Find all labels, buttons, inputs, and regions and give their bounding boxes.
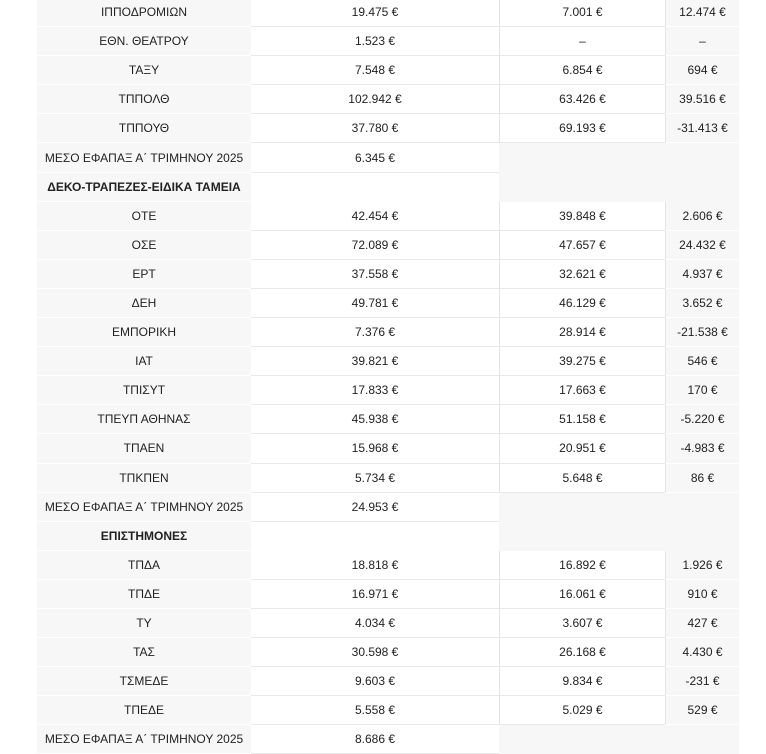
difference-cell: 3.652 € [665, 289, 739, 318]
value-cell-1: 102.942 € [251, 85, 499, 114]
fund-name-cell: ΤΣΜΕΔΕ [37, 667, 251, 696]
difference-cell: -231 € [665, 667, 739, 696]
difference-cell: 39.516 € [665, 85, 739, 114]
fund-name-cell: ΤΠΔΕ [37, 580, 251, 609]
value-cell-2: 17.663 € [499, 376, 665, 405]
fund-name-cell: ΤΑΣ [37, 638, 251, 667]
value-cell-1: 17.833 € [251, 376, 499, 405]
table-row [37, 667, 739, 696]
value-cell-2: 5.648 € [499, 464, 665, 493]
value-cell-1: 7.376 € [251, 318, 499, 347]
value-cell-1: 72.089 € [251, 231, 499, 260]
value-cell-2 [499, 493, 665, 522]
table-row [37, 56, 739, 85]
fund-name-cell: ΤΠΕΔΕ [37, 696, 251, 725]
value-cell-2: 28.914 € [499, 318, 665, 347]
value-cell-2: 26.168 € [499, 638, 665, 667]
difference-cell: 427 € [665, 609, 739, 638]
value-cell-1: 30.598 € [251, 638, 499, 667]
difference-cell: 910 € [665, 580, 739, 609]
table-row [37, 114, 739, 143]
value-cell-2: 5.029 € [499, 696, 665, 725]
fund-name-cell: ΟΤΕ [37, 202, 251, 231]
value-cell-1: 24.953 € [251, 493, 499, 522]
value-cell-2: 39.275 € [499, 347, 665, 376]
value-cell-1: 45.938 € [251, 405, 499, 434]
value-cell-2: – [499, 27, 665, 56]
section-title: ΕΠΙΣΤΗΜΟΝΕΣ [37, 522, 251, 551]
fund-name-cell: ΕΜΠΟΡΙΚΗ [37, 318, 251, 347]
value-cell-1 [251, 522, 499, 551]
difference-cell: -5.220 € [665, 405, 739, 434]
value-cell-1: 7.548 € [251, 56, 499, 85]
value-cell-1: 15.968 € [251, 434, 499, 463]
table-row [37, 231, 739, 260]
table-row [37, 318, 739, 347]
fund-name-cell: ΤΠΠΟΛΘ [37, 85, 251, 114]
fund-name-cell: ΤΠΕΥΠ ΑΘΗΝΑΣ [37, 405, 251, 434]
value-cell-1: 8.686 € [251, 725, 499, 754]
fund-name-cell: ΕΘΝ. ΘΕΑΤΡΟΥ [37, 27, 251, 56]
difference-cell: 4.430 € [665, 638, 739, 667]
value-cell-1: 19.475 € [251, 0, 499, 27]
fund-name-cell: ΕΡΤ [37, 260, 251, 289]
table-row [37, 434, 739, 463]
difference-cell [665, 493, 739, 522]
value-cell-2: 69.193 € [499, 114, 665, 143]
table-row [37, 202, 739, 231]
table-row [37, 347, 739, 376]
fund-name-cell: ΤΠΔΑ [37, 551, 251, 580]
table-row [37, 85, 739, 114]
fund-name-cell: ΔΕΗ [37, 289, 251, 318]
average-row [37, 493, 739, 522]
difference-cell: 529 € [665, 696, 739, 725]
value-cell-1: 39.821 € [251, 347, 499, 376]
difference-cell: -21.538 € [665, 318, 739, 347]
value-cell-1 [251, 173, 499, 202]
difference-cell: 546 € [665, 347, 739, 376]
value-cell-2: 20.951 € [499, 434, 665, 463]
value-cell-2: 16.061 € [499, 580, 665, 609]
value-cell-1: 49.781 € [251, 289, 499, 318]
difference-cell: – [665, 27, 739, 56]
value-cell-1: 1.523 € [251, 27, 499, 56]
table-row [37, 289, 739, 318]
value-cell-2: 3.607 € [499, 609, 665, 638]
difference-cell [665, 522, 739, 551]
value-cell-2: 6.854 € [499, 56, 665, 85]
value-cell-2: 32.621 € [499, 260, 665, 289]
fund-name-cell: ΙΠΠΟΔΡΟΜΙΩΝ [37, 0, 251, 27]
difference-cell: -31.413 € [665, 114, 739, 143]
fund-name-cell: ΤΠΑΕΝ [37, 434, 251, 463]
difference-cell: 170 € [665, 376, 739, 405]
table-row [37, 696, 739, 725]
table-row [37, 638, 739, 667]
fund-name-cell: ΤΥ [37, 609, 251, 638]
value-cell-1: 16.971 € [251, 580, 499, 609]
value-cell-2: 39.848 € [499, 202, 665, 231]
value-cell-1: 18.818 € [251, 551, 499, 580]
difference-cell: 1.926 € [665, 551, 739, 580]
difference-cell: 4.937 € [665, 260, 739, 289]
value-cell-2: 51.158 € [499, 405, 665, 434]
fund-name-cell: ΤΠΙΣΥΤ [37, 376, 251, 405]
difference-cell: 2.606 € [665, 202, 739, 231]
value-cell-2 [499, 522, 665, 551]
difference-cell: 24.432 € [665, 231, 739, 260]
value-cell-2: 63.426 € [499, 85, 665, 114]
difference-cell [665, 173, 739, 202]
value-cell-2: 46.129 € [499, 289, 665, 318]
value-cell-1: 37.558 € [251, 260, 499, 289]
value-cell-1: 5.734 € [251, 464, 499, 493]
fund-name-cell: ΙΑΤ [37, 347, 251, 376]
table-row [37, 405, 739, 434]
table-row [37, 551, 739, 580]
table-row [37, 27, 739, 56]
average-row [37, 143, 739, 172]
difference-cell: -4.983 € [665, 434, 739, 463]
value-cell-2 [499, 143, 665, 172]
difference-cell: 694 € [665, 56, 739, 85]
value-cell-2: 9.834 € [499, 667, 665, 696]
table-row [37, 376, 739, 405]
value-cell-1: 37.780 € [251, 114, 499, 143]
fund-name-cell: ΜΕΣΟ ΕΦΑΠΑΞ Α΄ ΤΡΙΜΗΝΟΥ 2025 [37, 493, 251, 522]
value-cell-2: 16.892 € [499, 551, 665, 580]
value-cell-1: 6.345 € [251, 143, 499, 172]
table-row [37, 609, 739, 638]
lump-sum-table [37, 0, 739, 754]
section-header-row [37, 522, 739, 551]
section-title: ΔΕΚΟ-ΤΡΑΠΕΖΕΣ-ΕΙΔΙΚΑ ΤΑΜΕΙΑ [37, 173, 251, 202]
value-cell-1: 5.558 € [251, 696, 499, 725]
fund-name-cell: ΤΑΞΥ [37, 56, 251, 85]
table-row [37, 580, 739, 609]
fund-name-cell: ΤΠΠΟΥΘ [37, 114, 251, 143]
value-cell-2: 7.001 € [499, 0, 665, 27]
value-cell-1: 4.034 € [251, 609, 499, 638]
section-header-row [37, 173, 739, 202]
value-cell-1: 9.603 € [251, 667, 499, 696]
difference-cell: 12.474 € [665, 0, 739, 27]
value-cell-2 [499, 173, 665, 202]
table-row [37, 464, 739, 493]
difference-cell: 86 € [665, 464, 739, 493]
fund-name-cell: ΤΠΚΠΕΝ [37, 464, 251, 493]
table-row [37, 0, 739, 27]
value-cell-1: 42.454 € [251, 202, 499, 231]
value-cell-2: 47.657 € [499, 231, 665, 260]
fund-name-cell: ΜΕΣΟ ΕΦΑΠΑΞ Α΄ ΤΡΙΜΗΝΟΥ 2025 [37, 143, 251, 172]
fund-name-cell: ΟΣΕ [37, 231, 251, 260]
fund-name-cell: ΜΕΣΟ ΕΦΑΠΑΞ Α΄ ΤΡΙΜΗΝΟΥ 2025 [37, 725, 251, 754]
table-row [37, 260, 739, 289]
difference-cell [665, 143, 739, 172]
